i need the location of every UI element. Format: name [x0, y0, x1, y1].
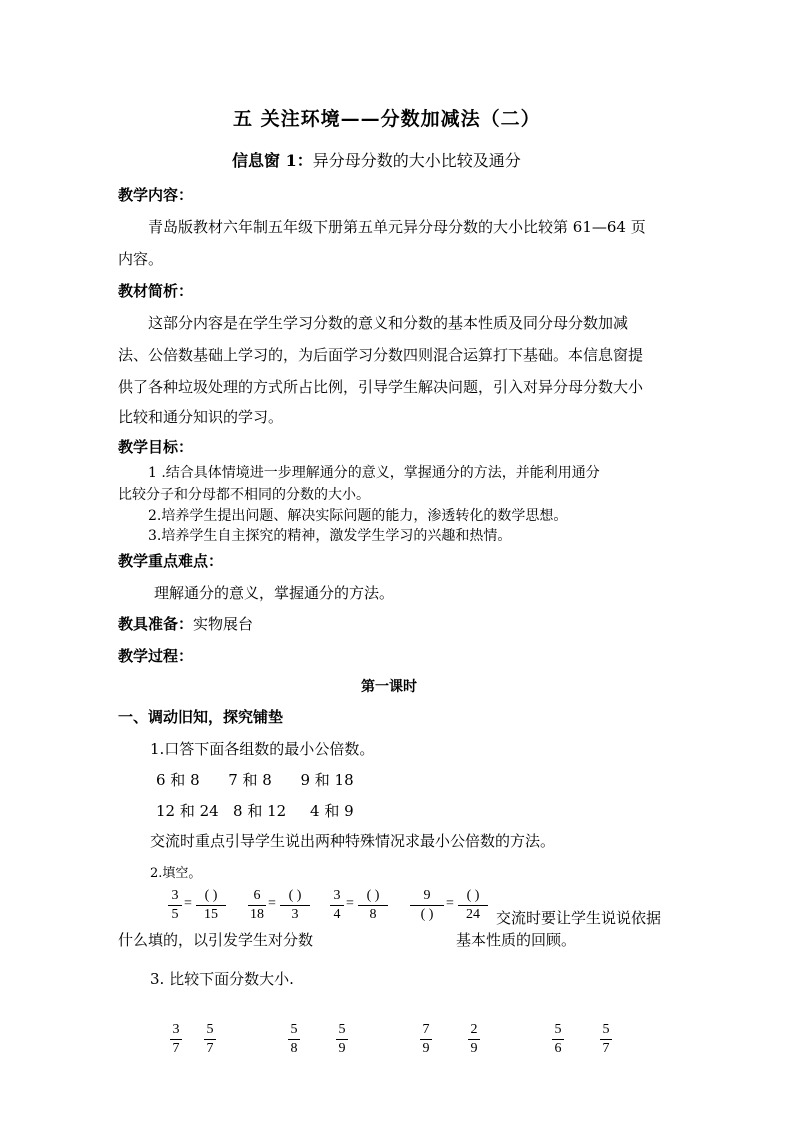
numerator: 5 [290, 1022, 298, 1037]
fill-4-left-fraction[interactable] [410, 888, 444, 923]
compare-3-a [420, 1022, 432, 1057]
content-heading: 教学内容： [118, 186, 194, 204]
numerator: 5 [206, 1022, 214, 1037]
numerator: 3 [171, 888, 179, 903]
denominator: 8 [369, 907, 377, 922]
analysis-line-3: 供了各种垃圾处理的方式所占比例，引导学生解决问题，引入对异分母分数大小 [118, 378, 644, 396]
analysis-line-2: 法、公倍数基础上学习的，为后面学习分数四则混合运算打下基础。本信息窗提 [118, 346, 644, 364]
fraction-bar [204, 1039, 216, 1040]
subtitle-rest: 异分母分数的大小比较及通分 [312, 151, 521, 170]
denominator: 7 [172, 1041, 180, 1056]
compare-1-b [204, 1022, 216, 1057]
key-text: 理解通分的意义，掌握通分的方法。 [154, 584, 395, 602]
compare-2-a [288, 1022, 300, 1057]
fraction-bar [410, 905, 444, 906]
content-line-2: 内容。 [118, 250, 164, 268]
fill-4-right-fraction[interactable] [458, 888, 488, 923]
compare-1-a [170, 1022, 182, 1057]
denominator: 18 [250, 907, 264, 922]
fill-1-left-fraction [168, 888, 182, 923]
fraction-bar [600, 1039, 612, 1040]
numerator-blank[interactable]: ( ) [204, 888, 218, 903]
fraction-bar [420, 1039, 432, 1040]
denominator: 4 [333, 907, 341, 922]
content-line-1: 青岛版教材六年制五年级下册第五单元异分母分数的大小比较第 61—64 页 [148, 218, 646, 236]
denominator: 15 [204, 907, 218, 922]
numerator: 3 [172, 1022, 180, 1037]
denominator: 8 [290, 1041, 298, 1056]
compare-3-b [468, 1022, 480, 1057]
process-heading: 教学过程： [118, 647, 194, 665]
denominator: 7 [602, 1041, 610, 1056]
analysis-line-1: 这部分内容是在学生学习分数的意义和分数的基本性质及同分母分数加减 [148, 314, 629, 332]
fill-3-right-fraction[interactable] [358, 888, 388, 923]
fraction-bar [552, 1039, 564, 1040]
denominator: 9 [470, 1041, 478, 1056]
fraction-bar [458, 905, 488, 906]
numerator: 9 [423, 888, 431, 903]
goal-1-line-1: 1 .结合具体情境进一步理解通分的意义，掌握通分的方法，并能利用通分 [148, 465, 600, 481]
lcm-pairs-row-1: 6 和 8 7 和 8 9 和 18 [156, 771, 354, 789]
fraction-bar [196, 905, 226, 906]
question-3: 3. 比较下面分数大小. [150, 970, 294, 988]
fill-3-left-fraction [330, 888, 344, 923]
tools-line [118, 613, 253, 634]
goals-heading: 教学目标： [118, 438, 194, 456]
goal-1-line-2: 比较分子和分母都不相同的分数的大小。 [118, 487, 370, 503]
numerator-blank[interactable]: ( ) [366, 888, 380, 903]
fraction-bar [168, 905, 182, 906]
numerator-blank[interactable]: ( ) [288, 888, 302, 903]
numerator: 7 [422, 1022, 430, 1037]
fill-2-left-fraction [248, 888, 266, 923]
equals-sign: = [184, 896, 192, 911]
compare-4-a [552, 1022, 564, 1057]
numerator: 3 [333, 888, 341, 903]
question-1-note: 交流时重点引导学生说出两种特殊情况求最小公倍数的方法。 [150, 832, 556, 850]
equals-sign: = [268, 896, 276, 911]
denominator: 9 [338, 1041, 346, 1056]
goal-2: 2.培养学生提出问题、解决实际问题的能力，渗透转化的数学思想。 [148, 508, 568, 524]
page-title: 五 关注环境——分数加减法（二） [233, 108, 541, 130]
lcm-pairs-row-2: 12 和 24 8 和 12 4 和 9 [156, 802, 354, 820]
denominator: 7 [206, 1041, 214, 1056]
fraction-bar [170, 1039, 182, 1040]
fraction-bar [330, 905, 344, 906]
fraction-bar [468, 1039, 480, 1040]
part-1-heading: 一、调动旧知，探究铺垫 [118, 708, 284, 726]
question-2-note-c: 基本性质的回顾。 [456, 931, 577, 949]
tools-heading: 教具准备： [118, 615, 194, 633]
fill-2-right-fraction[interactable] [280, 888, 310, 923]
analysis-heading: 教材简析： [118, 282, 194, 300]
compare-2-b [336, 1022, 348, 1057]
numerator: 2 [470, 1022, 478, 1037]
fraction-bar [358, 905, 388, 906]
question-2-note-b: 什么填的，以引发学生对分数 [118, 931, 314, 949]
key-heading: 教学重点难点： [118, 552, 224, 570]
numerator: 5 [602, 1022, 610, 1037]
equals-sign: = [346, 896, 354, 911]
lesson-title: 第一课时 [361, 679, 417, 695]
denominator: 5 [171, 907, 179, 922]
denominator-blank[interactable]: ( ) [420, 907, 434, 922]
goal-3: 3.培养学生自主探究的精神，激发学生学习的兴趣和热情。 [148, 528, 512, 544]
denominator: 9 [422, 1041, 430, 1056]
compare-4-b [600, 1022, 612, 1057]
fraction-bar [288, 1039, 300, 1040]
denominator: 3 [291, 907, 299, 922]
fraction-bar [336, 1039, 348, 1040]
fraction-bar [248, 905, 266, 906]
numerator-blank[interactable]: ( ) [466, 888, 480, 903]
numerator: 6 [253, 888, 261, 903]
analysis-line-4: 比较和通分知识的学习。 [118, 408, 284, 426]
fraction-bar [280, 905, 310, 906]
subtitle-lead: 信息窗 1： [232, 151, 313, 170]
fill-1-right-fraction[interactable] [196, 888, 226, 923]
question-1: 1.口答下面各组数的最小公倍数。 [150, 740, 375, 758]
equals-sign: = [446, 896, 454, 911]
numerator: 5 [554, 1022, 562, 1037]
denominator: 6 [554, 1041, 562, 1056]
question-2-note-a: 交流时要让学生说说依据 [496, 909, 662, 927]
numerator: 5 [338, 1022, 346, 1037]
tools-text: 实物展台 [193, 615, 254, 633]
question-2: 2.填空。 [150, 866, 202, 881]
denominator: 24 [466, 907, 480, 922]
page-subtitle [232, 148, 521, 171]
